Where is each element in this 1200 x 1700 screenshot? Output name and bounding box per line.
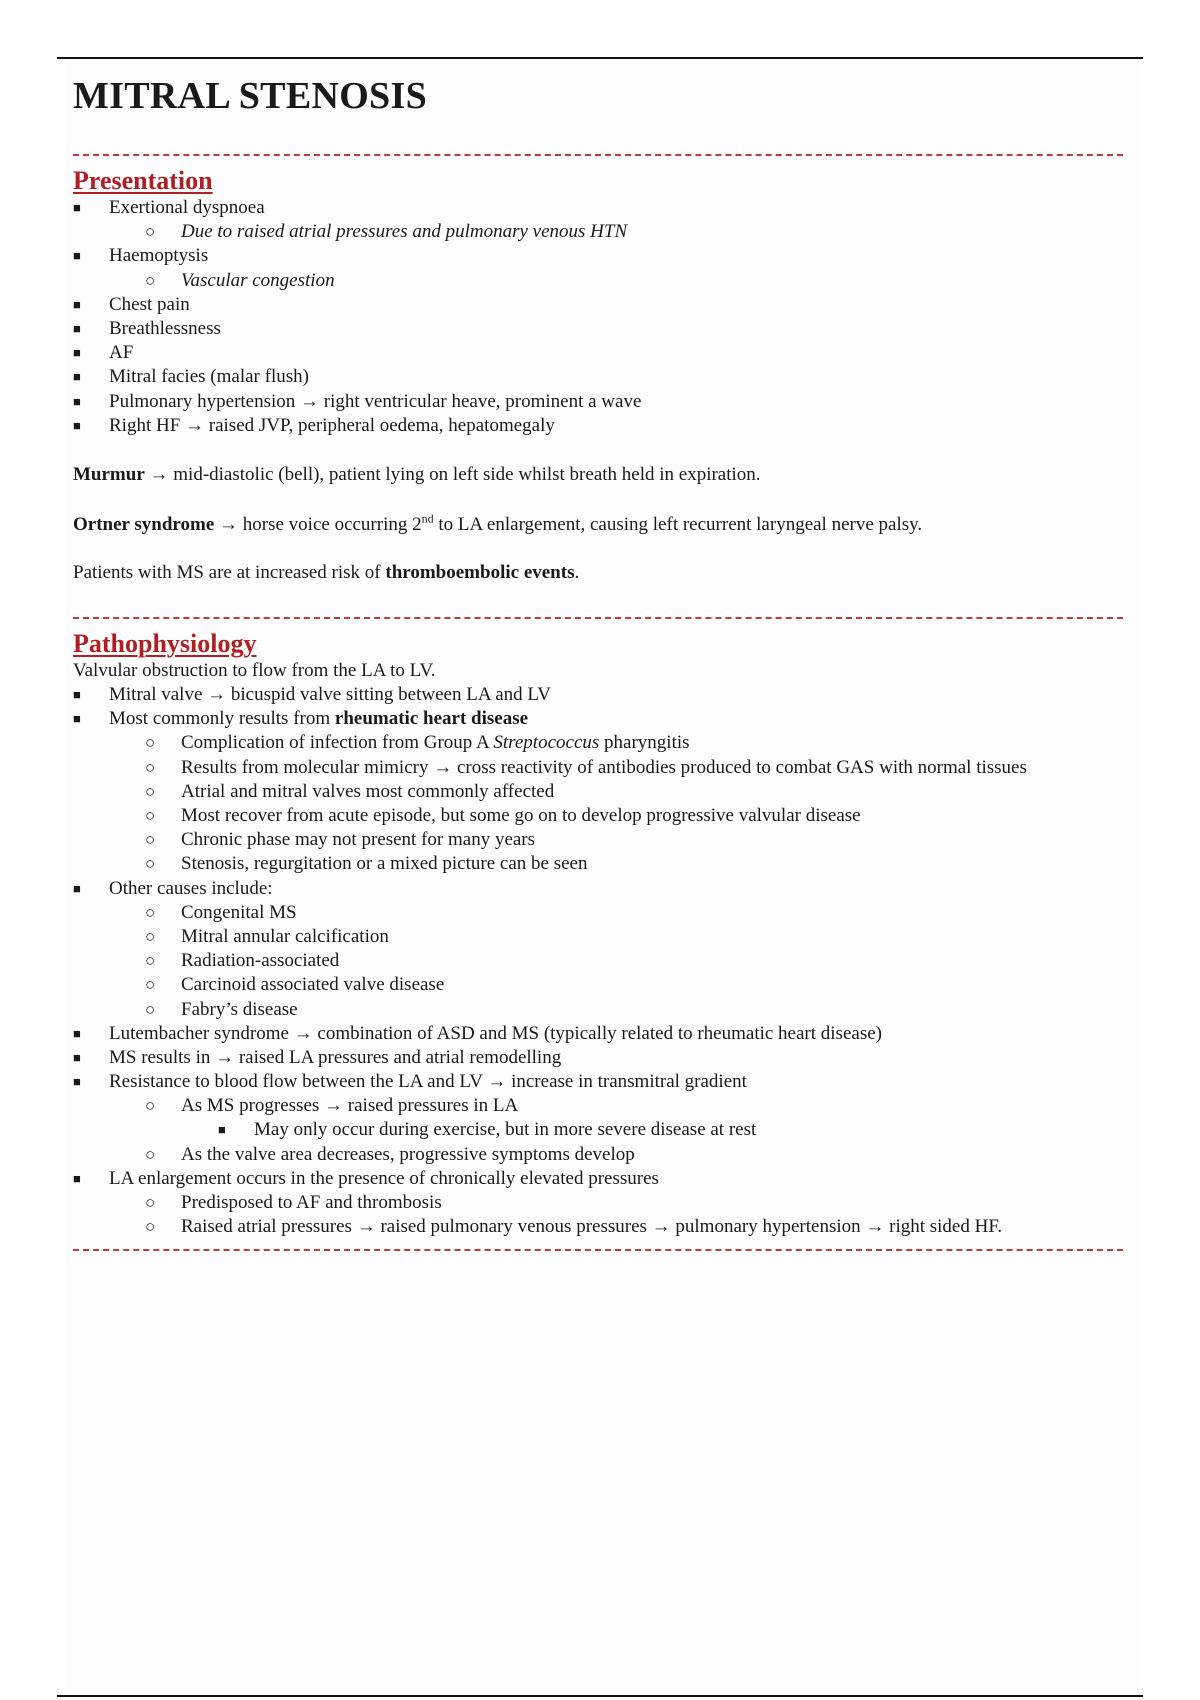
list-item-text: Most commonly results from	[109, 708, 335, 730]
list-item-text: Chronic phase may not present for many years	[181, 829, 536, 851]
circle-bullet-icon: ○	[145, 1144, 156, 1164]
ortner-text: → horse voice occurring 2	[214, 513, 422, 535]
circle-bullet-icon: ○	[145, 781, 156, 801]
list-item-text: MS results in → raised LA pressures and atrial remodelling	[109, 1046, 562, 1068]
list-item	[73, 390, 1133, 414]
list-item	[73, 220, 1133, 244]
list-item-text: LA enlargement occurs in the presence of chronically elevated pressures	[109, 1167, 659, 1189]
list-item	[73, 949, 1133, 973]
list-item	[73, 707, 1133, 731]
circle-bullet-icon: ○	[145, 270, 156, 290]
list-item	[73, 1167, 1133, 1191]
list-item	[73, 196, 1133, 220]
list-item-italic: Streptococcus	[493, 732, 600, 754]
square-bullet-icon: ■	[73, 1074, 81, 1090]
pathophysiology-intro: Valvular obstruction to flow from the LA to LV.	[73, 659, 436, 681]
list-item-text: Pulmonary hypertension → right ventricular heave, prominent a wave	[109, 390, 642, 412]
square-bullet-icon: ■	[73, 1049, 81, 1065]
list-item	[73, 998, 1133, 1022]
list-item	[73, 1191, 1133, 1215]
list-item	[73, 1070, 1133, 1094]
list-item	[73, 244, 1133, 268]
circle-bullet-icon: ○	[145, 1217, 156, 1237]
list-item-text: Mitral facies (malar flush)	[109, 366, 309, 388]
list-item-text: Congenital MS	[181, 901, 297, 923]
list-item	[73, 683, 1133, 707]
circle-bullet-icon: ○	[145, 806, 156, 825]
circle-bullet-icon: ○	[145, 733, 156, 753]
list-item	[73, 852, 1133, 876]
list-item	[73, 925, 1133, 949]
circle-bullet-icon: ○	[145, 830, 156, 850]
list-item	[73, 780, 1133, 804]
list-item-text: Most recover from acute episode, but some go on to develop progressive valvular disease	[181, 805, 861, 826]
list-item	[73, 804, 1133, 828]
square-bullet-icon: ■	[73, 369, 81, 385]
square-bullet-icon: ■	[73, 1025, 81, 1041]
document-body	[73, 70, 1133, 1251]
ortner-label: Ortner syndrome	[73, 513, 215, 535]
section-divider	[73, 617, 1123, 619]
list-item-text: Vascular congestion	[181, 269, 335, 291]
presentation-list	[73, 196, 1133, 438]
risk-emphasis: thromboembolic events	[385, 561, 575, 583]
list-item-text: Fabry’s disease	[181, 998, 298, 1020]
list-item	[73, 1118, 1133, 1142]
square-bullet-icon: ■	[73, 1170, 81, 1186]
list-item	[73, 828, 1133, 852]
list-item-text: Haemoptysis	[109, 245, 209, 267]
square-bullet-icon: ■	[73, 345, 81, 361]
circle-bullet-icon: ○	[145, 1193, 156, 1212]
list-item-text: Resistance to blood flow between the LA and LV → increase in transmitral gradient	[109, 1071, 747, 1093]
list-item-text: Predisposed to AF and thrombosis	[181, 1192, 442, 1213]
risk-paragraph	[73, 561, 1133, 585]
list-item-text: Exertional dyspnoea	[109, 197, 265, 218]
list-item	[73, 1215, 1133, 1239]
square-bullet-icon: ■	[73, 880, 81, 896]
section-divider	[73, 154, 1123, 156]
square-bullet-icon: ■	[73, 393, 81, 409]
list-item-text: Due to raised atrial pressures and pulmonary venous HTN	[181, 221, 628, 243]
list-item	[73, 317, 1133, 341]
list-item-text: AF	[109, 342, 134, 364]
list-item	[73, 973, 1133, 997]
pathophysiology-heading: Pathophysiology	[73, 628, 257, 658]
list-item	[73, 901, 1133, 925]
square-bullet-icon: ■	[73, 200, 81, 215]
list-item	[73, 1143, 1133, 1167]
list-item	[73, 877, 1133, 901]
section-divider	[73, 1249, 1123, 1251]
list-item-text: Lutembacher syndrome → combination of ASD and MS (typically related to rheumatic heart disease)	[109, 1022, 882, 1044]
square-bullet-icon: ■	[73, 296, 81, 312]
pathophysiology-list	[73, 683, 1133, 1239]
square-bullet-icon: ■	[73, 687, 81, 703]
circle-bullet-icon: ○	[145, 926, 156, 946]
square-bullet-icon: ■	[73, 417, 81, 433]
murmur-label: Murmur	[73, 463, 145, 485]
list-item	[73, 414, 1133, 438]
circle-bullet-icon: ○	[145, 902, 156, 922]
list-item-emphasis: rheumatic heart disease	[334, 708, 529, 730]
presentation-heading: Presentation	[73, 166, 213, 195]
top-border-rule	[57, 57, 1143, 59]
list-item-text: As MS progresses → raised pressures in LA	[181, 1095, 519, 1117]
document-title: MITRAL STENOSIS	[73, 75, 428, 117]
bottom-border-rule	[57, 1695, 1143, 1697]
risk-text: Patients with MS are at increased risk of	[73, 561, 386, 583]
circle-bullet-icon: ○	[145, 222, 156, 242]
murmur-paragraph	[73, 463, 1133, 487]
circle-bullet-icon: ○	[145, 975, 156, 995]
list-item	[73, 341, 1133, 365]
square-bullet-icon: ■	[73, 711, 81, 727]
list-item	[73, 1046, 1133, 1070]
murmur-text: → mid-diastolic (bell), patient lying on left side whilst breath held in expiration.	[144, 463, 761, 485]
list-item-text: Atrial and mitral valves most commonly affected	[181, 780, 555, 802]
list-item-text: Mitral valve → bicuspid valve sitting between LA and LV	[109, 684, 552, 706]
list-item-text: Right HF → raised JVP, peripheral oedema, hepatomegaly	[109, 414, 555, 436]
circle-bullet-icon: ○	[145, 999, 156, 1019]
list-item-text: May only occur during exercise, but in more severe disease at rest	[254, 1119, 757, 1141]
list-item-text: Chest pain	[109, 293, 190, 315]
square-bullet-icon: ■	[73, 320, 81, 336]
list-item-text: Stenosis, regurgitation or a mixed picture can be seen	[181, 853, 588, 875]
ortner-text: to LA enlargement, causing left recurrent laryngeal nerve palsy.	[433, 513, 923, 535]
risk-text: .	[574, 561, 580, 583]
list-item-text: Mitral annular calcification	[181, 925, 389, 947]
ortner-paragraph	[73, 513, 1133, 537]
list-item-text: As the valve area decreases, progressive symptoms develop	[181, 1143, 635, 1165]
list-item-text: Carcinoid associated valve disease	[181, 974, 445, 996]
list-item	[73, 293, 1133, 317]
list-item	[73, 269, 1133, 293]
list-item-text: Results from molecular mimicry → cross reactivity of antibodies produced to combat GAS with normal tissues	[181, 756, 1027, 778]
list-item-text: pharyngitis	[599, 732, 690, 754]
list-item	[73, 731, 1133, 755]
ortner-superscript: nd	[421, 511, 434, 526]
list-item-text: Raised atrial pressures → raised pulmonary venous pressures → pulmonary hypertension → right sided HF.	[181, 1216, 1003, 1238]
list-item-text: Other causes include:	[109, 877, 273, 899]
list-item-text: Radiation-associated	[181, 950, 340, 972]
circle-bullet-icon: ○	[145, 951, 156, 971]
list-item	[73, 1022, 1133, 1046]
list-item	[73, 365, 1133, 389]
list-item-text: Breathlessness	[109, 317, 221, 339]
circle-bullet-icon: ○	[145, 757, 156, 777]
list-item-text: Complication of infection from Group A	[181, 732, 494, 754]
list-item	[73, 1094, 1133, 1118]
circle-bullet-icon: ○	[145, 854, 156, 874]
list-item	[73, 756, 1133, 780]
circle-bullet-icon: ○	[145, 1096, 156, 1116]
square-bullet-icon: ■	[73, 248, 81, 264]
square-bullet-icon: ■	[218, 1122, 226, 1138]
